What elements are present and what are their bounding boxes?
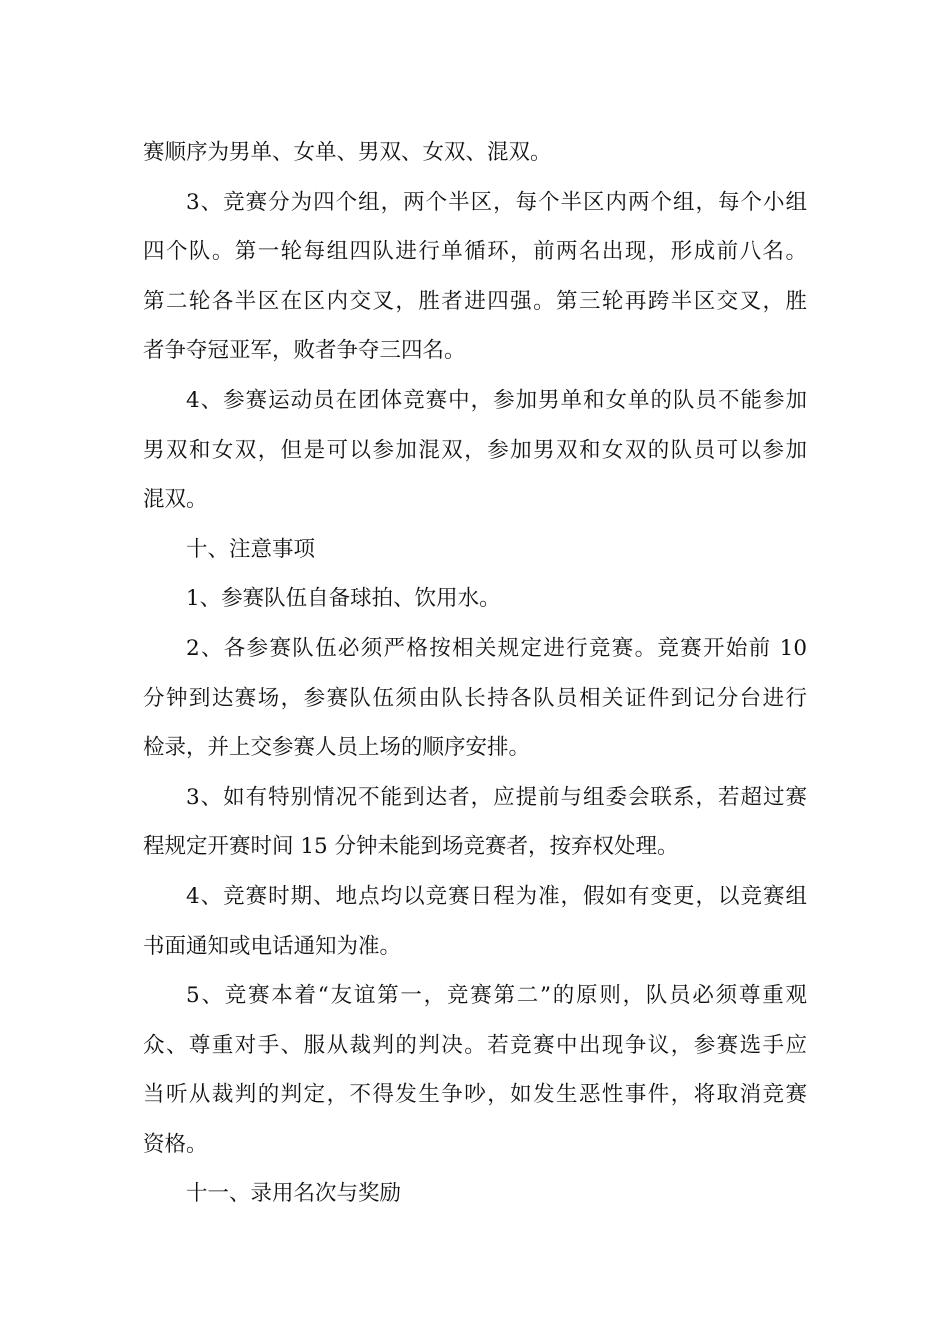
paragraph-line: 5、竞赛本着“友谊第一，竞赛第二”的原则，队员必须尊重观 (186, 983, 807, 1009)
paragraph-line: 当听从裁判的判定，不得发生争吵，如发生恶性事件，将取消竞赛 (143, 1082, 807, 1108)
paragraph-line: 赛顺序为男单、女单、男双、女双、混双。 (143, 140, 552, 165)
paragraph-line: 者争夺冠亚军，败者争夺三四名。 (143, 338, 466, 364)
paragraph-line: 书面通知或电话通知为准。 (143, 933, 402, 959)
paragraph-line: 3、竞赛分为四个组，两个半区，每个半区内两个组，每个小组 (186, 189, 807, 215)
paragraph-line: 3、如有特别情况不能到达者，应提前与组委会联系，若超过赛 (186, 784, 807, 810)
paragraph-line: 资格。 (143, 1131, 208, 1157)
paragraph-line: 第二轮各半区在区内交叉，胜者进四强。第三轮再跨半区交叉，胜 (143, 288, 807, 314)
paragraph-line: 4、竞赛时期、地点均以竞赛日程为准，假如有变更，以竞赛组 (186, 883, 807, 909)
paragraph-line: 众、尊重对手、服从裁判的判决。若竞赛中出现争议，参赛选手应 (143, 1032, 807, 1058)
section-heading: 十、注意事项 (186, 536, 316, 562)
paragraph-line: 1、参赛队伍自备球拍、饮用水。 (186, 586, 501, 612)
document-body (143, 128, 807, 1219)
paragraph-line: 4、参赛运动员在团体竞赛中，参加男单和女单的队员不能参加 (186, 387, 807, 413)
section-heading: 十一、录用名次与奖励 (186, 1181, 402, 1207)
paragraph-line: 四个队。第一轮每组四队进行单循环，前两名出现，形成前八名。 (143, 239, 807, 265)
paragraph-line: 混双。 (143, 487, 208, 513)
paragraph-line: 男双和女双，但是可以参加混双，参加男双和女双的队员可以参加 (143, 437, 807, 463)
paragraph-line: 程规定开赛时间 15 分钟未能到场竞赛者，按弃权处理。 (143, 834, 679, 860)
paragraph-line: 分钟到达赛场，参赛队伍须由队长持各队员相关证件到记分台进行 (143, 685, 807, 711)
paragraph-line: 2、各参赛队伍必须严格按相关规定进行竞赛。竞赛开始前 10 (186, 635, 807, 661)
paragraph-line: 检录，并上交参赛人员上场的顺序安排。 (143, 735, 531, 761)
